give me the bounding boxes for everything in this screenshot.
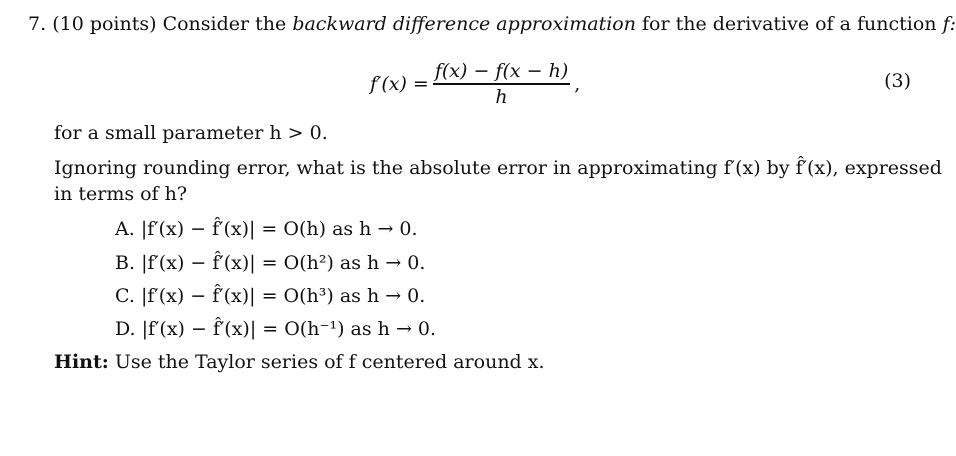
choice-letter: B. <box>115 252 136 274</box>
equation-numerator: f(x) − f(x − h) <box>434 60 569 83</box>
question-intro-after: for the derivative of a function <box>642 13 937 35</box>
choice-c[interactable] <box>115 284 425 308</box>
choice-letter: C. <box>115 285 135 307</box>
choice-text: |f′(x) − f̂′(x)| = O(h³) as h → 0. <box>140 285 426 307</box>
question-prompt-line-2: in terms of h? <box>54 183 188 205</box>
hint <box>54 350 545 374</box>
backward-difference-equation <box>370 56 580 112</box>
choice-letter: D. <box>115 318 136 340</box>
question-prompt-line-1: Ignoring rounding error, what is the absolute error in approximating f′(x) by f̂′(x), expressed <box>54 157 942 179</box>
choice-text: |f′(x) − f̂′(x)| = O(h⁻¹) as h → 0. <box>141 318 437 340</box>
choice-b[interactable] <box>115 251 425 275</box>
choice-letter: A. <box>115 218 135 240</box>
question-intro-emphasis: backward difference approximation <box>292 13 636 35</box>
question-points: (10 points) <box>52 13 157 35</box>
hint-text: Use the Taylor series of f centered around x. <box>114 351 545 373</box>
question-intro-before: Consider the <box>162 13 287 35</box>
equation-trailing-comma: , <box>574 73 581 95</box>
choice-text: |f′(x) − f̂′(x)| = O(h) as h → 0. <box>140 218 418 240</box>
parameter-condition: for a small parameter h > 0. <box>54 122 328 144</box>
equation-denominator: h <box>495 85 508 108</box>
choice-text: |f′(x) − f̂′(x)| = O(h²) as h → 0. <box>141 252 426 274</box>
question-header <box>28 12 956 36</box>
question-number: 7. <box>28 13 47 35</box>
equation-number: (3) <box>884 70 911 92</box>
choice-d[interactable] <box>115 317 436 341</box>
equation-fraction <box>433 60 570 107</box>
hint-label: Hint: <box>54 351 109 373</box>
choice-a[interactable] <box>115 217 418 241</box>
question-intro-function: f: <box>942 13 956 35</box>
equation-lhs: f′(x) = <box>370 73 429 95</box>
